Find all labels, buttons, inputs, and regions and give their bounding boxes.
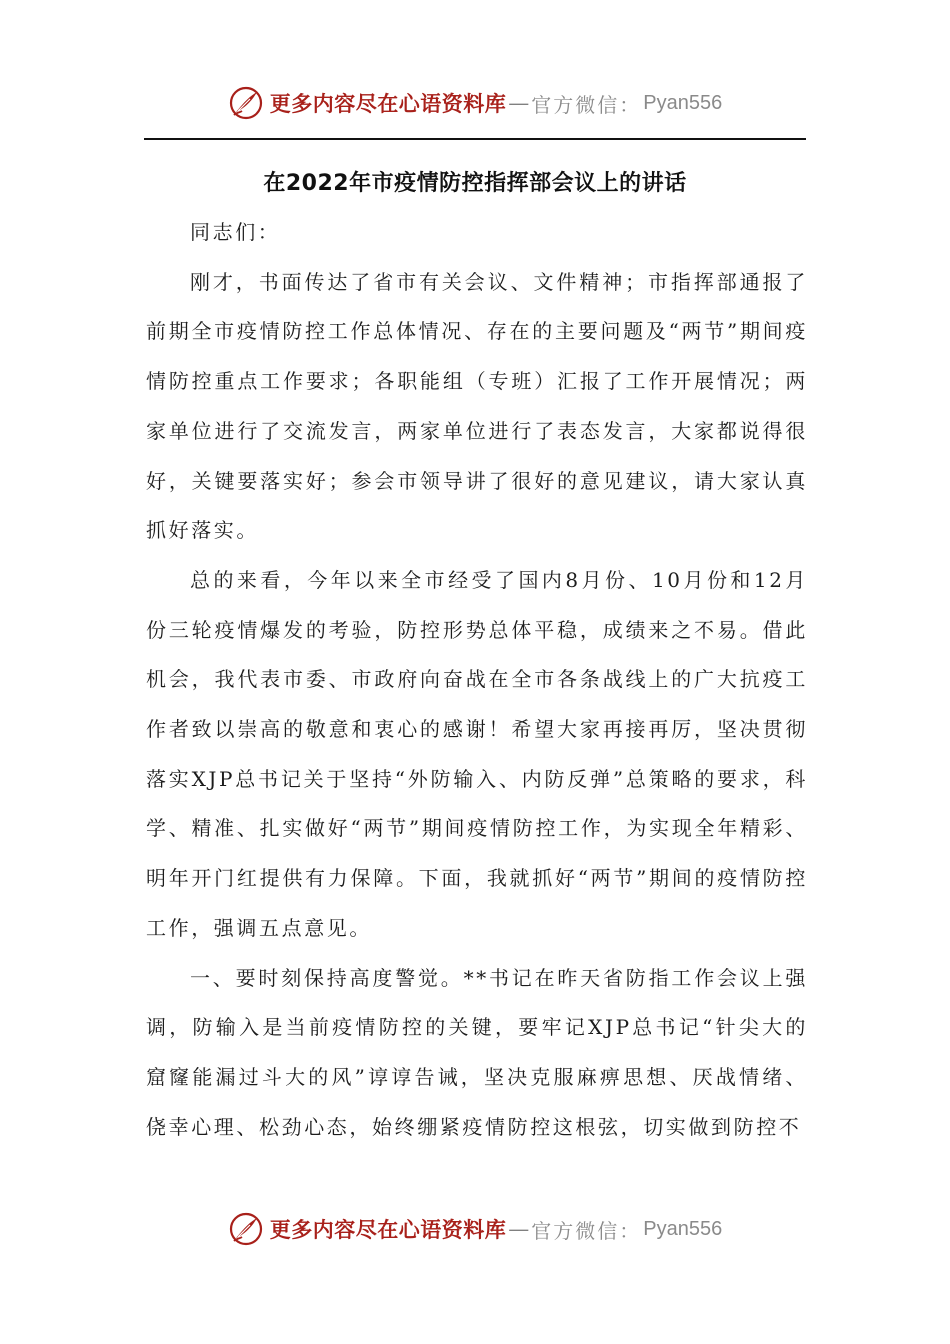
banner-official-label: 官方微信： [531, 1218, 642, 1243]
quill-pen-logo-icon [228, 85, 264, 121]
banner-wechat-id: Pyan556 [643, 1217, 723, 1240]
document-title: 在2022年市疫情防控指挥部会议上的讲话 [263, 171, 687, 196]
banner-brand-text: 更多内容尽在心语资料库 [269, 91, 507, 116]
banner-separator: — [508, 91, 530, 115]
body-paragraph: 刚才，书面传达了省市有关会议、文件精神；市指挥部通报了前期全市疫情防控工作总体情况、存在的主要问题及“两节”期间疫情防控重点工作要求；各职能组（专班）汇报了工作开展情况；两家单位进行了交流发言，两家单位进行了表态发言，大家都说得很好，关键要落实好；参会市领导讲了很好的意见建议，请大家认真抓好落实。 [146, 269, 808, 543]
document-body [146, 208, 808, 1152]
banner-brand-text: 更多内容尽在心语资料库 [269, 1217, 507, 1242]
salutation-paragraph: 同志们： [190, 220, 281, 244]
footer-watermark-banner [0, 1204, 950, 1254]
quill-pen-logo-icon [228, 1211, 264, 1247]
body-paragraph: 一、要时刻保持高度警觉。**书记在昨天省防指工作会议上强调，防输入是当前疫情防控的关键，要牢记XJP总书记“针尖大的窟窿能漏过斗大的风”谆谆告诫，坚决克服麻痹思想、厌战情绪、侥幸心理、松劲心态，始终绷紧疫情防控这根弦，切实做到防控不 [146, 965, 808, 1139]
header-watermark-banner [0, 78, 950, 128]
banner-wechat-id: Pyan556 [643, 91, 723, 114]
banner-official-label: 官方微信： [531, 92, 642, 117]
body-paragraph: 总的来看，今年以来全市经受了国内8月份、10月份和12月份三轮疫情爆发的考验，防控形势总体平稳，成绩来之不易。借此机会，我代表市委、市政府向奋战在全市各条战线上的广大抗疫工作者致以崇高的敬意和衷心的感谢！希望大家再接再厉，坚决贯彻落实XJP总书记关于坚持“外防输入、内防反弹”总策略的要求，科学、精准、扎实做好“两节”期间疫情防控工作，为实现全年精彩、明年开门红提供有力保障。下面，我就抓好“两节”期间的疫情防控工作，强调五点意见。 [146, 567, 808, 940]
banner-separator: — [508, 1217, 530, 1241]
header-divider [144, 138, 806, 140]
